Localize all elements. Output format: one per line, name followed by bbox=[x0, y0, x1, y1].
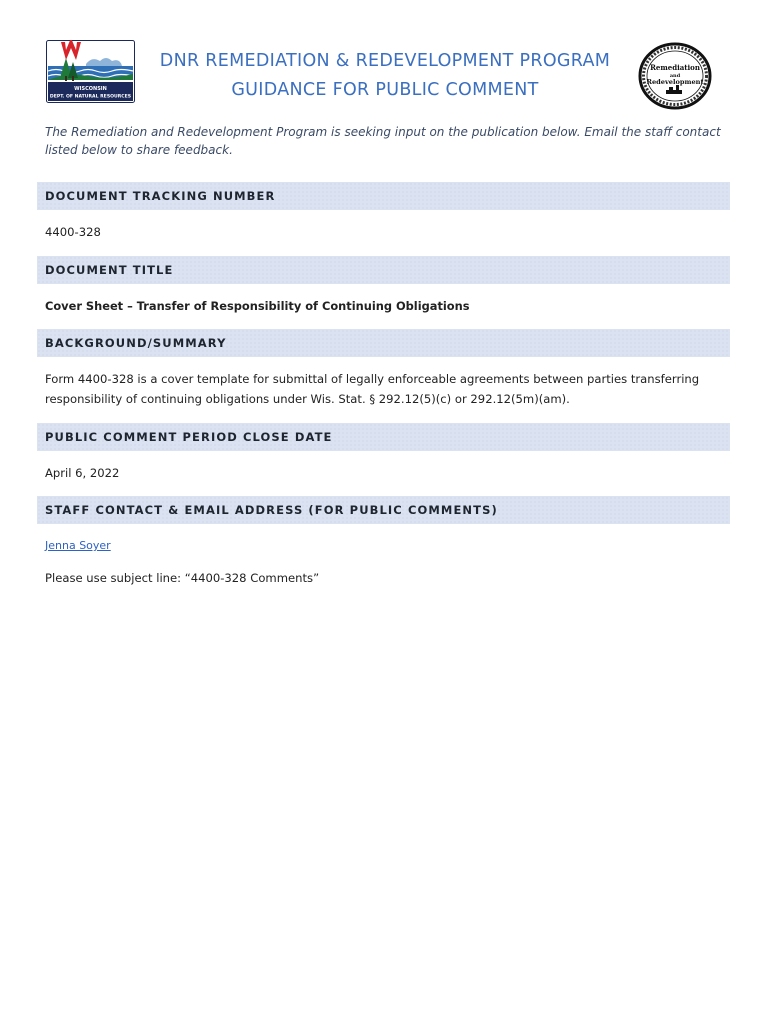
logo-text-line2: DEPT. OF NATURAL RESOURCES bbox=[49, 94, 132, 100]
subject-line-note: Please use subject line: “4400-328 Comments” bbox=[45, 571, 320, 585]
tracking-number: 4400-328 bbox=[45, 225, 101, 239]
close-date: April 6, 2022 bbox=[45, 466, 120, 480]
rr-program-seal bbox=[638, 42, 712, 110]
wisconsin-dnr-logo bbox=[46, 40, 135, 103]
section-header-close-date: PUBLIC COMMENT PERIOD CLOSE DATE bbox=[37, 423, 730, 451]
page-title-line2: GUIDANCE FOR PUBLIC COMMENT bbox=[231, 80, 539, 100]
summary-text: Form 4400-328 is a cover template for submittal of legally enforceable agreements between parties transferring responsibility of continuing obligations under Wis. Stat. § 292.12(5)(c) or 292.12(5m)(am). bbox=[45, 372, 700, 406]
logo-text-line1: WISCONSIN bbox=[74, 86, 107, 92]
intro-text: The Remediation and Redevelopment Program is seeking input on the publication below. Email the staff contact listed below to share feedback. bbox=[45, 125, 721, 157]
seal-text-line3: Redevelopment bbox=[646, 78, 704, 86]
staff-contact-link[interactable]: Jenna Soyer bbox=[45, 539, 111, 552]
seal-text-line1: Remediation bbox=[650, 63, 700, 72]
document-title: Cover Sheet – Transfer of Responsibility of Continuing Obligations bbox=[45, 299, 470, 313]
section-header-summary: BACKGROUND/SUMMARY bbox=[37, 329, 730, 357]
seal-text-line2: and bbox=[669, 73, 681, 79]
section-header-title: DOCUMENT TITLE bbox=[37, 256, 730, 284]
section-header-contact: STAFF CONTACT & EMAIL ADDRESS (FOR PUBLIC COMMENTS) bbox=[37, 496, 730, 524]
page-title-line1: DNR REMEDIATION & REDEVELOPMENT PROGRAM bbox=[159, 51, 611, 71]
section-header-tracking: DOCUMENT TRACKING NUMBER bbox=[37, 182, 730, 210]
page-title bbox=[140, 47, 630, 105]
